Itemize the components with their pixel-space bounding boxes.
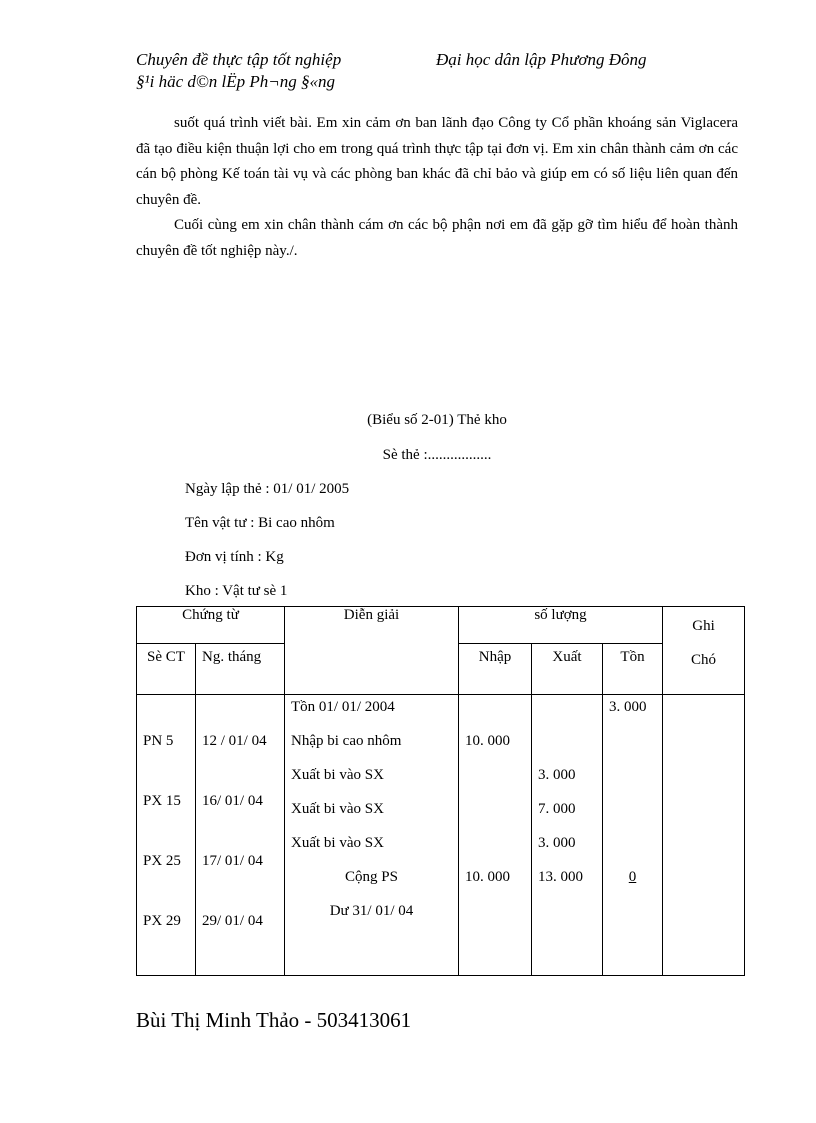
voucher-date: 29/ 01/ 04 — [202, 913, 263, 929]
row-description-closing: Dư 31/ 01/ 04 — [329, 903, 414, 919]
card-title: (Biểu số 2-01) Thẻ kho — [367, 412, 507, 428]
voucher-no: PX 25 — [143, 853, 181, 869]
card-item: Tên vật tư : Bi cao nhôm — [185, 515, 335, 531]
card-unit: Đơn vị tính : Kg — [185, 549, 284, 565]
row-balance — [609, 797, 656, 831]
paragraph-2: Cuối cùng em xin chân thành cám ơn các bộ phận nơi em đã gặp gỡ tìm hiểu để hoàn thành chuyên đề tốt nghiệp này./. — [136, 217, 738, 259]
row-description: Xuất bi vào SX — [291, 835, 384, 851]
row-in — [465, 763, 525, 797]
header-balance: Tồn — [603, 644, 663, 695]
row-balance — [609, 729, 656, 763]
header-right: Đại học dân lập Phương Đông — [436, 50, 647, 69]
header-description: Diễn giải — [285, 607, 459, 695]
header-voucher-no: Sè CT — [137, 644, 196, 695]
voucher-no: PX 29 — [143, 913, 181, 929]
header-out: Xuất — [532, 644, 603, 695]
paragraph-1: suốt quá trình viết bài. Em xin cảm ơn ban lãnh đạo Công ty Cổ phần khoáng sản Viglacera đã tạo điều kiện thuận lợi cho em trong quá trình thực tập tại đơn vị. Em xin chân thành cảm ơn các cán bộ phòng Kế toán tài vụ và các phòng ban khác đã chỉ bảo và giúp em có số liệu liên quan đến chuyên đề. — [136, 115, 738, 208]
header-voucher: Chứng từ — [137, 607, 285, 644]
row-description: Tồn 01/ 01/ 2004 — [291, 699, 395, 715]
description-cell — [285, 695, 459, 976]
voucher-date: 17/ 01/ 04 — [202, 853, 263, 869]
header-note: Ghi Chó — [663, 607, 745, 695]
row-out — [538, 899, 596, 933]
voucher-date-cell — [196, 695, 285, 976]
row-description-total: Cộng PS — [345, 869, 398, 885]
row-in — [465, 899, 525, 933]
row-description: Xuất bi vào SX — [291, 767, 384, 783]
row-out — [538, 695, 596, 729]
row-out: 13. 000 — [538, 869, 583, 885]
card-warehouse: Kho : Vật tư sè 1 — [185, 583, 288, 599]
row-in — [465, 695, 525, 729]
header-in: Nhập — [459, 644, 532, 695]
stock-card-table — [136, 606, 745, 976]
row-out: 3. 000 — [538, 835, 576, 851]
row-out — [538, 729, 596, 763]
note-cell — [663, 695, 745, 976]
in-cell — [459, 695, 532, 976]
out-cell — [532, 695, 603, 976]
header-voucher-date: Ng. tháng — [196, 644, 285, 695]
voucher-date: 16/ 01/ 04 — [202, 793, 263, 809]
card-date: Ngày lập thẻ : 01/ 01/ 2005 — [185, 481, 350, 497]
row-balance — [609, 763, 656, 797]
body-text — [136, 111, 738, 264]
balance-cell — [603, 695, 663, 976]
author-footer: Bùi Thị Minh Thảo - 503413061 — [136, 1008, 412, 1032]
row-out: 3. 000 — [538, 767, 576, 783]
row-in — [465, 797, 525, 831]
row-balance — [609, 899, 656, 933]
voucher-no: PX 15 — [143, 793, 181, 809]
voucher-no: PN 5 — [143, 733, 174, 749]
row-balance-total: 0 — [628, 869, 637, 885]
row-in — [465, 831, 525, 865]
row-balance: 3. 000 — [609, 699, 647, 715]
voucher-no-cell — [137, 695, 196, 976]
row-in: 10. 000 — [465, 733, 510, 749]
row-in: 10. 000 — [465, 869, 510, 885]
row-description: Nhập bi cao nhôm — [291, 733, 402, 749]
header-quantity: số lượng — [459, 607, 663, 644]
header-encoded-line: §¹i häc d©n lËp Ph¬ng §«ng — [136, 72, 335, 91]
card-number: Sè thẻ :................. — [382, 447, 492, 463]
row-out: 7. 000 — [538, 801, 576, 817]
row-description: Xuất bi vào SX — [291, 801, 384, 817]
row-balance — [609, 831, 656, 865]
voucher-date: 12 / 01/ 04 — [202, 733, 267, 749]
header-left: Chuyên đề thực tập tốt nghiệp — [136, 50, 342, 69]
